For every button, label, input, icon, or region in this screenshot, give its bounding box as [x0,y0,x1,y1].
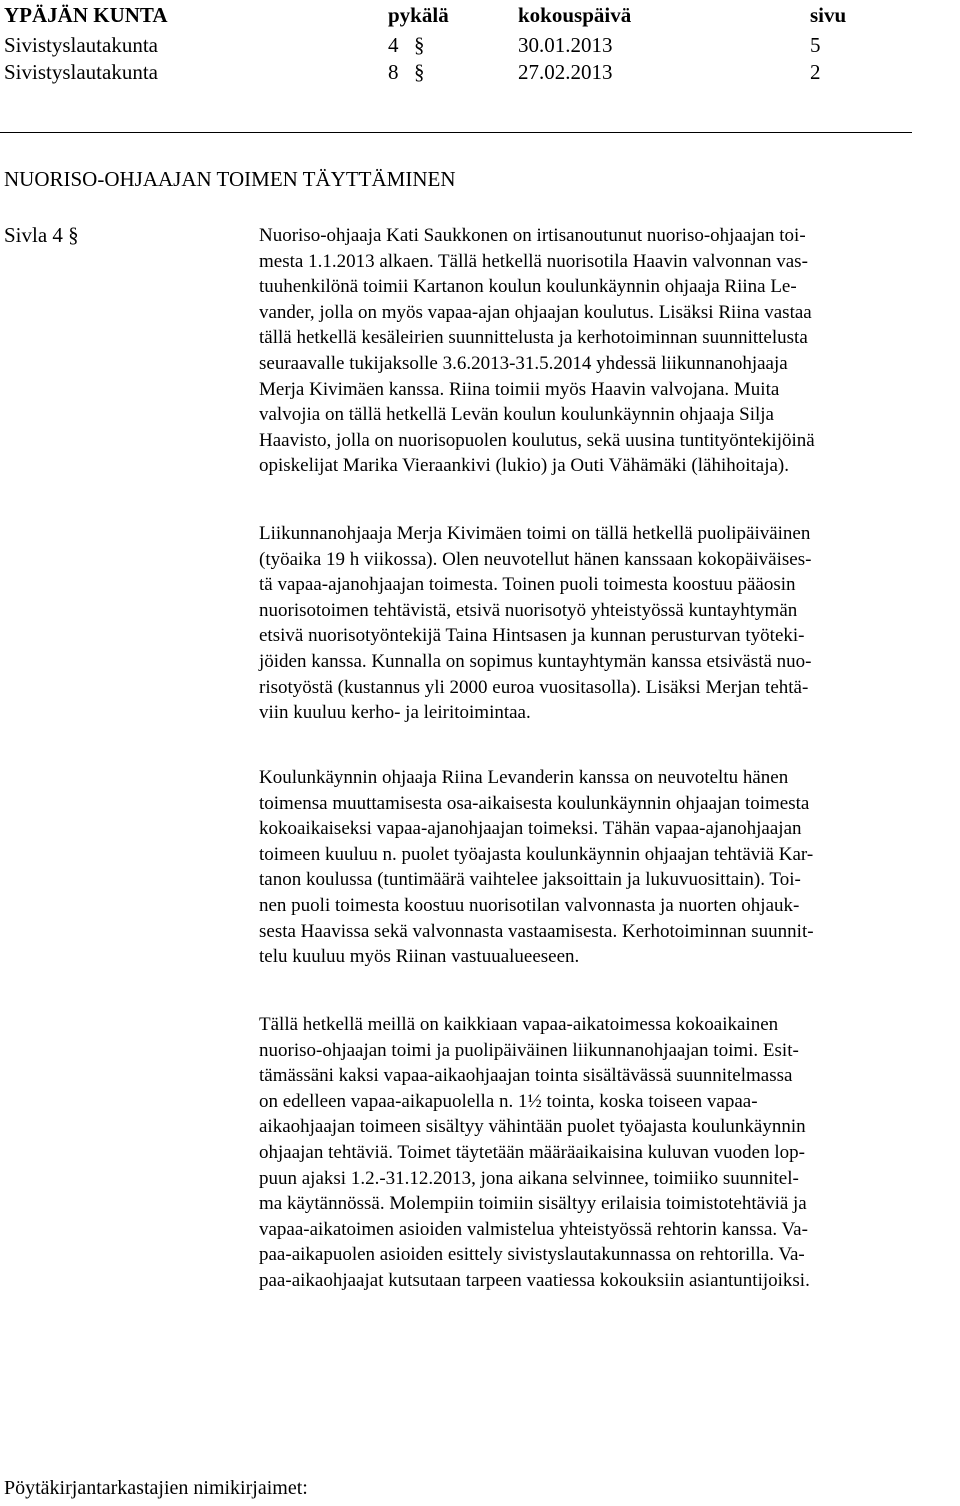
text-line: Haavisto, jolla on nuorisopuolen koulutus, sekä uusina tuntityöntekijöinä [259,429,815,451]
text-line: vapaa-aikatoimen asioiden valmistelua yhteistyössä rehtorin kanssa. Va- [259,1218,808,1240]
text-line: risotyöstä (kustannus yli 2000 euroa vuositasolla). Lisäksi Merjan tehtä- [259,676,809,698]
text-line: tämässäni kaksi vapaa-aikaohjaajan tointa sisältävässä suunnitelmassa [259,1065,793,1087]
text-line: jöiden kanssa. Kunnalla on sopimus kuntayhtymän kanssa etsivästä nuo- [259,650,812,672]
page-label: sivu [810,3,847,27]
text-line: Koulunkäynnin ohjaaja Riina Levanderin kanssa on neuvoteltu hänen [259,767,789,788]
paragraph-2 [259,521,959,726]
section-reference: Sivla 4 § [4,223,79,247]
text-line: tuuhenkilönä toimii Kartanon koulun koulunkäynnin ohjaaja Riina Le- [259,276,797,298]
header-divider [0,132,912,133]
page-number: 5 [810,33,821,57]
paragraph-4 [259,1012,959,1294]
text-line: ohjaajan tehtäviä. Toimet täytetään määräaikaisina kuluvan vuoden lop- [259,1141,805,1163]
committee-name: Sivistyslautakunta [4,33,158,57]
paragraph-3 [259,765,959,970]
committee-name: Sivistyslautakunta [4,60,158,84]
text-line: paa-aikapuolen asioiden esittely sivistyslautakunnassa on rehtorilla. Va- [259,1244,805,1266]
text-line: aikaohjaajan toimeen sisältyy vähintään puolet työajasta koulunkäynnin [259,1116,806,1138]
pykala-number: 8 [388,60,399,84]
text-line: Liikunnanohjaaja Merja Kivimäen toimi on tällä hetkellä puolipäiväinen [259,523,811,544]
signatures-label: Pöytäkirjantarkastajien nimikirjaimet: [4,1477,308,1499]
meeting-date: 30.01.2013 [518,33,613,57]
text-line: sesta Haavissa sekä valvonnasta vastaamisesta. Kerhotoiminnan suunnit- [259,920,814,942]
text-line: viin kuuluu kerho- ja leiritoimintaa. [259,702,531,724]
text-line: toimeen kuuluu n. puolet työajasta koulunkäynnin ohjaajan tehtäviä Kar- [259,843,814,865]
text-line: seuraavalle tukijaksolle 3.6.2013-31.5.2014 yhdessä liikunnanohjaaja [259,352,788,374]
document-title: NUORISO-OHJAAJAN TOIMEN TÄYTTÄMINEN [4,167,456,191]
text-line: on edelleen vapaa-aikapuolella n. 1½ tointa, koska toiseen vapaa- [259,1090,758,1112]
paragraph-1 [259,223,959,479]
text-line: Merja Kivimäen kanssa. Riina toimii myös Haavin valvojana. Muita [259,378,780,400]
text-line: mesta 1.1.2013 alkaen. Tällä hetkellä nuorisotila Haavin valvonnan vas- [259,250,808,272]
text-line: ma käytännössä. Molempiin toimiin sisältyy erilaisia toimistotehtäviä ja [259,1193,807,1215]
pykala-label: pykälä [388,3,449,27]
text-line: nuorisotoimen tehtävistä, etsivä nuorisotyö yhteistyössä kuntayhtymän [259,599,798,621]
text-line: kokoaikaiseksi vapaa-ajanohjaajan toimeksi. Tähän vapaa-ajanohjaajan [259,818,802,840]
municipality-name: YPÄJÄN KUNTA [4,3,168,27]
meeting-date: 27.02.2013 [518,60,613,84]
text-line: puun ajaksi 1.2.-31.12.2013, jona aikana selvinnee, toimiiko suunnitel- [259,1167,799,1189]
text-line: etsivä nuorisotyöntekijä Taina Hintsasen ja kunnan perusturvan työteki- [259,625,805,647]
paragraph-mark: § [414,33,425,57]
text-line: tä vapaa-ajanohjaajan toimesta. Toinen puoli toimesta koostuu pääosin [259,574,796,596]
page-number: 2 [810,60,821,84]
text-line: tanon koulussa (tuntimäärä vaihtelee jaksoittain ja lukuvuosittain). Toi- [259,869,801,891]
text-line: Tällä hetkellä meillä on kaikkiaan vapaa-aikatoimessa kokoaikainen [259,1014,779,1035]
text-line: (työaika 19 h viikossa). Olen neuvotellut hänen kanssaan kokopäiväises- [259,548,812,570]
text-line: tällä hetkellä kesäleirien suunnittelusta ja kerhotoiminnan suunnittelusta [259,327,808,349]
text-line: toimensa muuttamisesta osa-aikaisesta koulunkäynnin ohjaajan toimesta [259,792,810,814]
text-line: valvojia on tällä hetkellä Levän koulun koulunkäynnin ohjaaja Silja [259,404,774,426]
paragraph-mark: § [414,60,425,84]
text-line: nuoriso-ohjaajan toimi ja puolipäiväinen liikunnanohjaajan toimi. Esit- [259,1039,799,1061]
text-line: vander, jolla on myös vapaa-ajan ohjaajan koulutus. Lisäksi Riina vastaa [259,301,812,323]
pykala-number: 4 [388,33,399,57]
text-line: nen puoli toimesta koostuu nuorisotilan valvonnasta ja nuorten ohjauk- [259,894,800,916]
meeting-date-label: kokouspäivä [518,3,632,27]
text-line: Nuoriso-ohjaaja Kati Saukkonen on irtisanoutunut nuoriso-ohjaajan toi- [259,225,806,246]
text-line: telu kuuluu myös Riinan vastuualueeseen. [259,946,580,968]
text-line: opiskelijat Marika Vieraankivi (lukio) ja Outi Vähämäki (lähihoitaja). [259,455,790,477]
text-line: paa-aikaohjaajat kutsutaan tarpeen vaatiessa kokouksiin asiantuntijoiksi. [259,1269,810,1291]
